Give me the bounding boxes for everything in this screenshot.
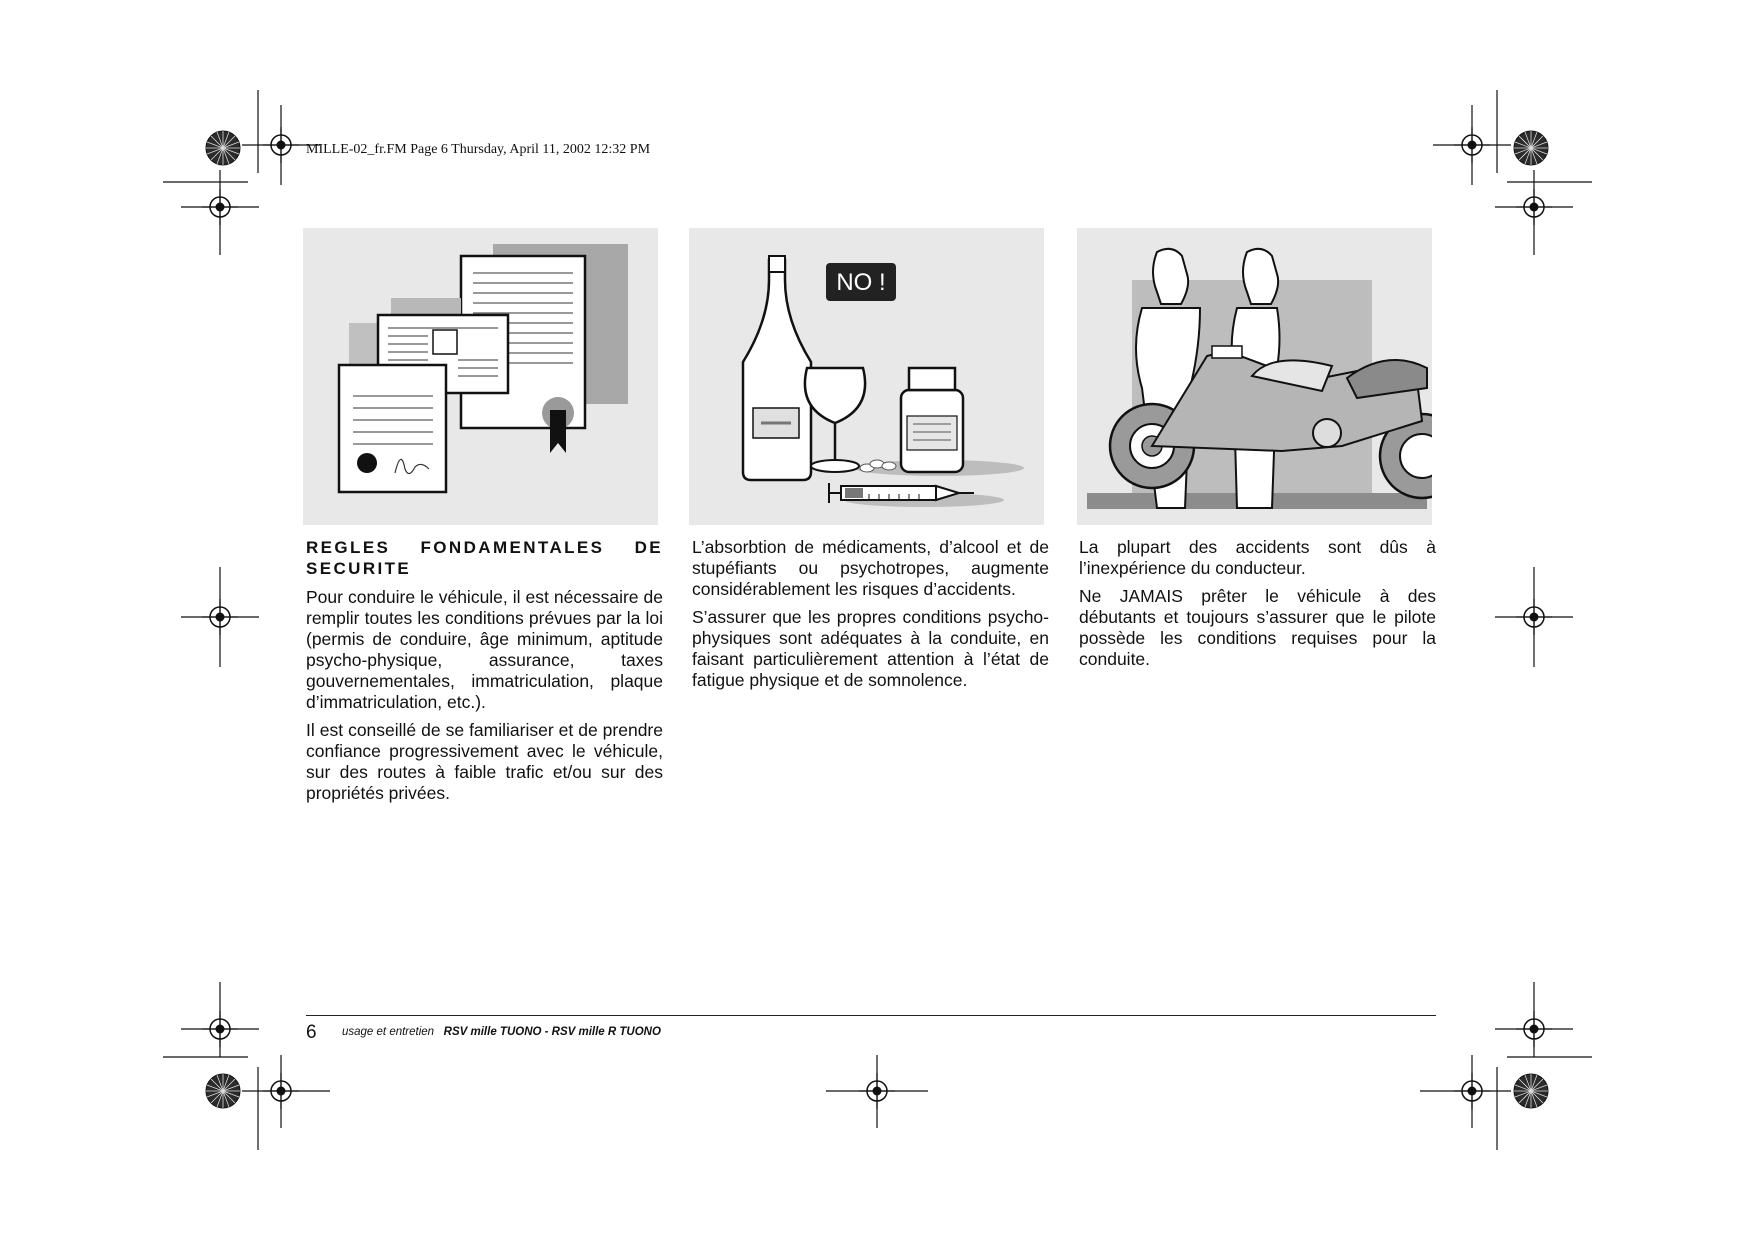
column-right (1079, 537, 1436, 677)
registration-star-icon (1514, 131, 1548, 165)
registration-star-icon (1514, 1074, 1548, 1108)
print-header: MILLE-02_fr.FM Page 6 Thursday, April 11, 2002 12:32 PM (306, 142, 651, 157)
alcohol-drugs-illustration (689, 228, 1044, 525)
section-heading: REGLES FONDAMENTALES DE SECURITE (306, 538, 663, 578)
column-middle (692, 537, 1049, 698)
paragraph: La plupart des accidents sont dûs à l’inexpérience du conducteur. (1079, 537, 1436, 578)
instructor-motorcycle-illustration (1077, 228, 1432, 525)
documents-illustration (303, 228, 658, 525)
figure-instructor-motorcycle (1077, 228, 1432, 525)
figure-no-alcohol-drugs (689, 228, 1044, 525)
paragraph: S’assurer que les propres conditions psycho-physiques sont adéquates à la conduite, en faisant particulièrement attention à l’état de fatigue physique et de somnolence. (692, 607, 1049, 690)
footer-divider (306, 1015, 1436, 1016)
paragraph: Il est conseillé de se familiariser et de prendre confiance progressivement avec le véhicule, sur des routes à faible trafic et/ou sur des propriétés privées. (306, 720, 663, 803)
registration-star-icon (206, 131, 240, 165)
figure-documents (303, 228, 658, 525)
footer-title (342, 1026, 661, 1038)
model-label: RSV mille TUONO - RSV mille R TUONO (443, 1026, 661, 1038)
page-number: 6 (306, 1022, 317, 1043)
no-sign-text: NO ! (836, 269, 886, 296)
paragraph: L’absorbtion de médicaments, d’alcool et de stupéfiants ou psychotropes, augmente considérablement les risques d’accidents. (692, 537, 1049, 599)
column-left (306, 537, 663, 811)
registration-star-icon (206, 1074, 240, 1108)
manual-label: usage et entretien (342, 1026, 435, 1038)
paragraph: Ne JAMAIS prêter le véhicule à des débutants et toujours s’assurer que le pilote possède les conditions requises pour la conduite. (1079, 586, 1436, 669)
paragraph: Pour conduire le véhicule, il est nécessaire de remplir toutes les conditions prévues par la loi (permis de conduire, âge minimum, aptitude psycho-physique, assurance, taxes gouvernementales, immatriculation, plaque d’immatriculation, etc.). (306, 587, 663, 712)
